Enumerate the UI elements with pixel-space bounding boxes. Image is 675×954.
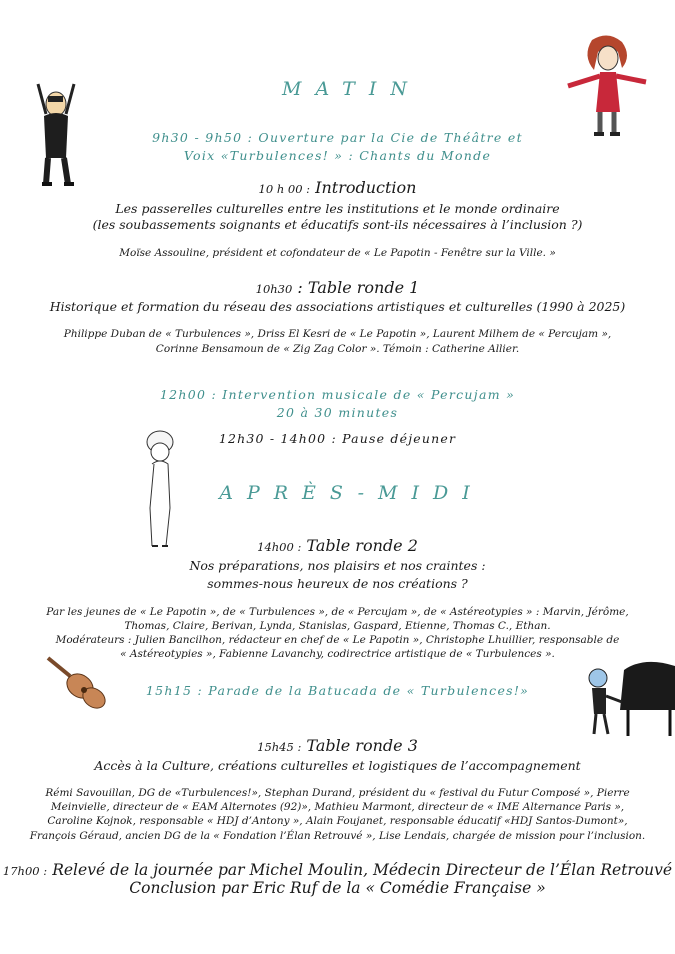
round1-title: : Table ronde 1 [292,278,420,297]
round2-participants-1: Par les jeunes de « Le Papotin », de « Turbulences », de « Percujam », de « Astéreotypies » : Marvin, Jérôme, [46,606,629,618]
round1-time: 10h30 [255,282,293,296]
round2-moderators-2: « Astéreotypies », Fabienne Lavanchy, codirectrice artistique de « Turbulences ». [120,648,555,660]
intro-speaker: Moïse Assouline, président et cofondateur de « Le Papotin - Fenêtre sur la Ville. » [119,247,556,259]
intro-line-2: (les soubassements soignants et éducatifs sont-ils nécessaires à l’inclusion ?) [92,217,583,232]
round2-heading [0,536,675,555]
intro-heading [0,178,675,197]
apres-midi-heading: APRÈS-MIDI [219,482,484,504]
round3-subtitle: Accès à la Culture, créations culturelles et logistiques de l’accompagnement [94,758,581,773]
round3-heading [0,736,675,755]
closing-line-2: Conclusion par Eric Ruf de la « Comédie Française » [129,879,546,897]
round3-participants-4: François Géraud, ancien DG de la « Fondation l’Élan Retrouvé », Lise Lendais, chargée de mission pour l’inclusion. [29,830,646,842]
round2-moderators-1: Modérateurs : Julien Bancilhon, rédacteur en chef de « Le Papotin », Christophe Lhuillier, responsable de [55,634,620,646]
intro-line-1: Les passerelles culturelles entre les institutions et le monde ordinaire [115,201,560,216]
round2-time: 14h00 : [257,540,302,554]
music-line-1: 12h00 : Intervention musicale de « Percujam » [159,387,516,402]
round1-participants-2: Corinne Bensamoun de « Zig Zag Color ». Témoin : Catherine Allier. [155,343,520,355]
round2-line-2: sommes-nous heureux de nos créations ? [207,576,468,591]
closing-time: 17h00 : [2,864,48,878]
round1-subtitle: Historique et formation du réseau des associations artistiques et culturelles (1990 à 2025) [49,299,626,314]
round2-line-1: Nos préparations, nos plaisirs et nos craintes : [189,558,486,573]
round3-participants-1: Rémi Savouillan, DG de «Turbulences!», Stephan Durand, président du « festival du Futur Composé », Pierre [45,787,630,799]
parade-line: 15h15 : Parade de la Batucada de « Turbulences!» [145,683,530,698]
closing-line-1: Relevé de la journée par Michel Moulin, Médecin Directeur de l’Élan Retrouvé [52,861,673,879]
closing-line-1-row [0,860,675,879]
round2-participants-2: Thomas, Claire, Berivan, Lynda, Stanislas, Gaspard, Etienne, Thomas C., Ethan. [124,620,551,632]
intro-title: Introduction [315,178,417,197]
music-line-2: 20 à 30 minutes [276,405,399,420]
round2-title: Table ronde 2 [306,536,418,555]
lunch-line: 12h30 - 14h00 : Pause déjeuner [218,431,457,446]
round3-participants-2: Meinvielle, directeur de « EAM Alternotes (92)», Mathieu Marmont, directeur de « IME Alternance Paris », [50,801,625,813]
round3-participants-3: Caroline Kojnok, responsable « HDJ d’Antony », Alain Foujanet, responsable éducatif «HDJ Santos-Dumont», [47,815,628,827]
round1-heading [0,278,675,297]
matin-heading: MATIN [282,78,421,100]
round3-title: Table ronde 3 [306,736,418,755]
opening-line-1: 9h30 - 9h50 : Ouverture par la Cie de Théâtre et [152,130,523,145]
opening-line-2: Voix «Turbulences! » : Chants du Monde [183,148,492,163]
round3-time: 15h45 : [257,740,302,754]
intro-time: 10 h 00 : [258,182,311,196]
round1-participants-1: Philippe Duban de « Turbulences », Driss El Kesri de « Le Papotin », Laurent Milhem de « Percujam », [63,328,612,340]
